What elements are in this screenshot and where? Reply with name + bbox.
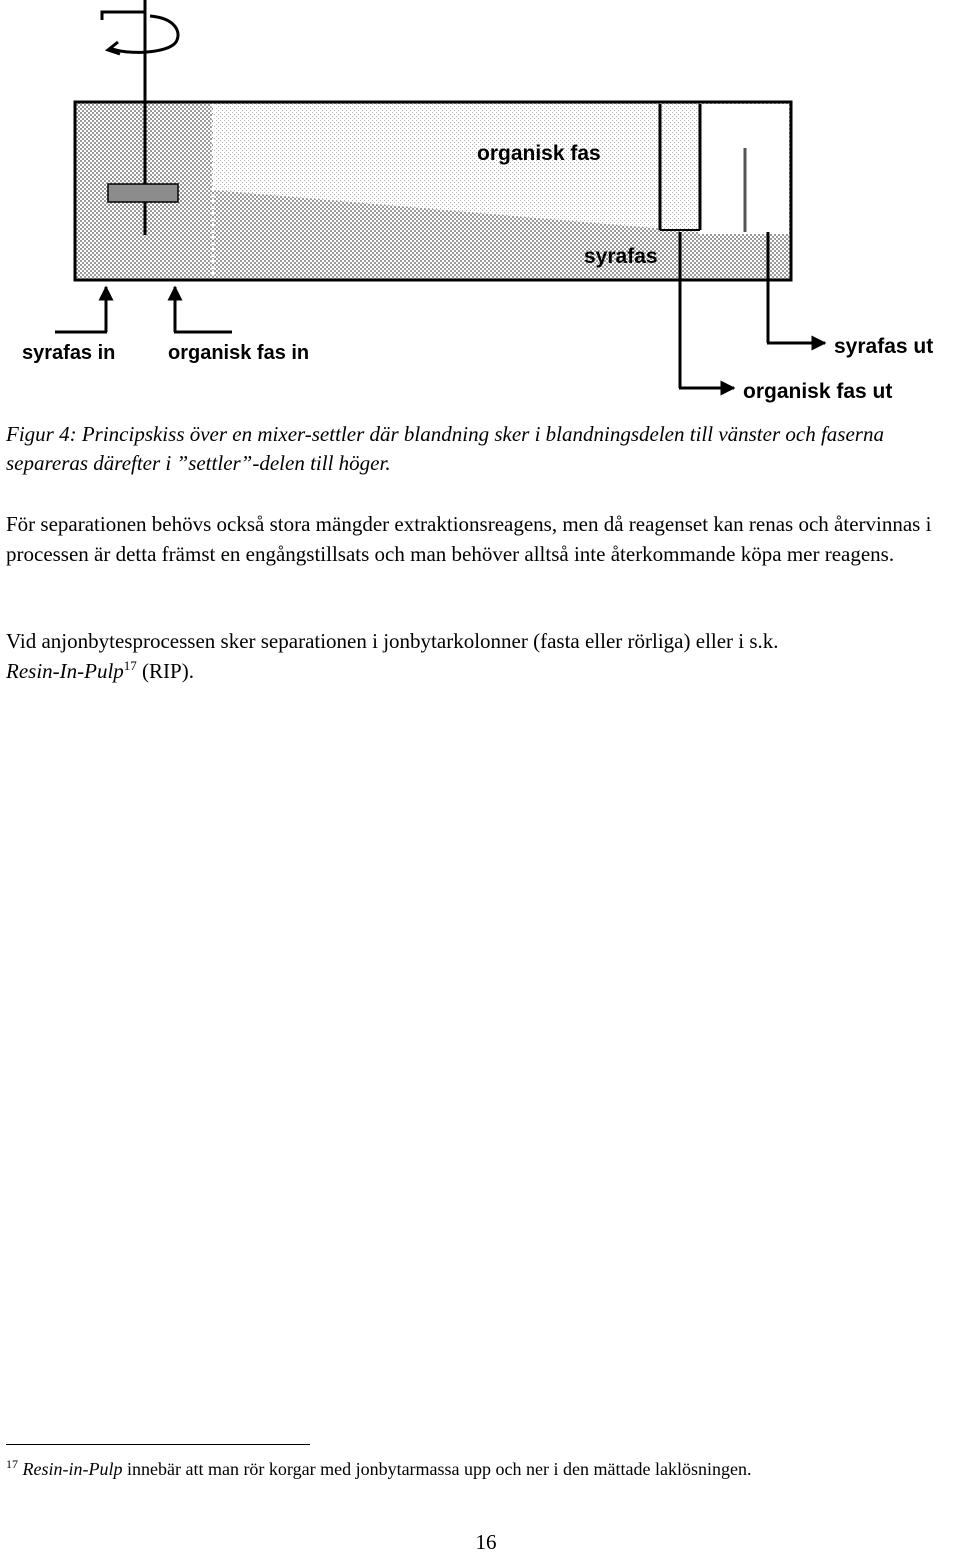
- paragraph-anion-exchange: [6, 626, 960, 686]
- label-acid-in: syrafas in: [22, 342, 116, 364]
- footnote-number: 17: [6, 1457, 18, 1471]
- label-organic-out: organisk fas ut: [743, 380, 893, 403]
- stirrer-blade: [108, 184, 178, 202]
- resin-in-pulp-term: Resin-In-Pulp: [6, 659, 124, 683]
- figure-caption: Figur 4: Principskiss över en mixer-settler där blandning sker i blandningsdelen till vänster och faserna separeras därefter i ”settler”-delen till höger.: [6, 422, 884, 475]
- footnote: [6, 1457, 751, 1481]
- label-acid-phase: syrafas: [584, 245, 658, 268]
- label-organic-phase: organisk fas: [477, 142, 601, 165]
- footnote-ref[interactable]: 17: [123, 658, 137, 673]
- rip-abbrev: (RIP).: [136, 659, 194, 683]
- footnote-text: innebär att man rör korgar med jonbytarmassa upp och ner i den mättade laklösningen.: [122, 1459, 752, 1479]
- footnote-separator: [6, 1444, 310, 1445]
- mixer-settler-diagram: [0, 0, 960, 410]
- rotation-arrow-icon: [102, 12, 178, 54]
- paragraph-reagents: För separationen behövs också stora mängder extraktionsreagens, men då reagenset kan renas och återvinnas i processen är detta främst en engångstillsats och man behöver alltså inte återkommande köpa mer reagens.: [6, 512, 932, 566]
- label-organic-in: organisk fas in: [168, 342, 310, 364]
- label-acid-out: syrafas ut: [834, 335, 934, 358]
- page-number: 16: [475, 1530, 497, 1554]
- footnote-term: Resin-in-Pulp: [22, 1459, 123, 1479]
- paragraph-anion-exchange-text: Vid anjonbytesprocessen sker separationen i jonbytarkolonner (fasta eller rörliga) eller i s.k.: [6, 629, 779, 653]
